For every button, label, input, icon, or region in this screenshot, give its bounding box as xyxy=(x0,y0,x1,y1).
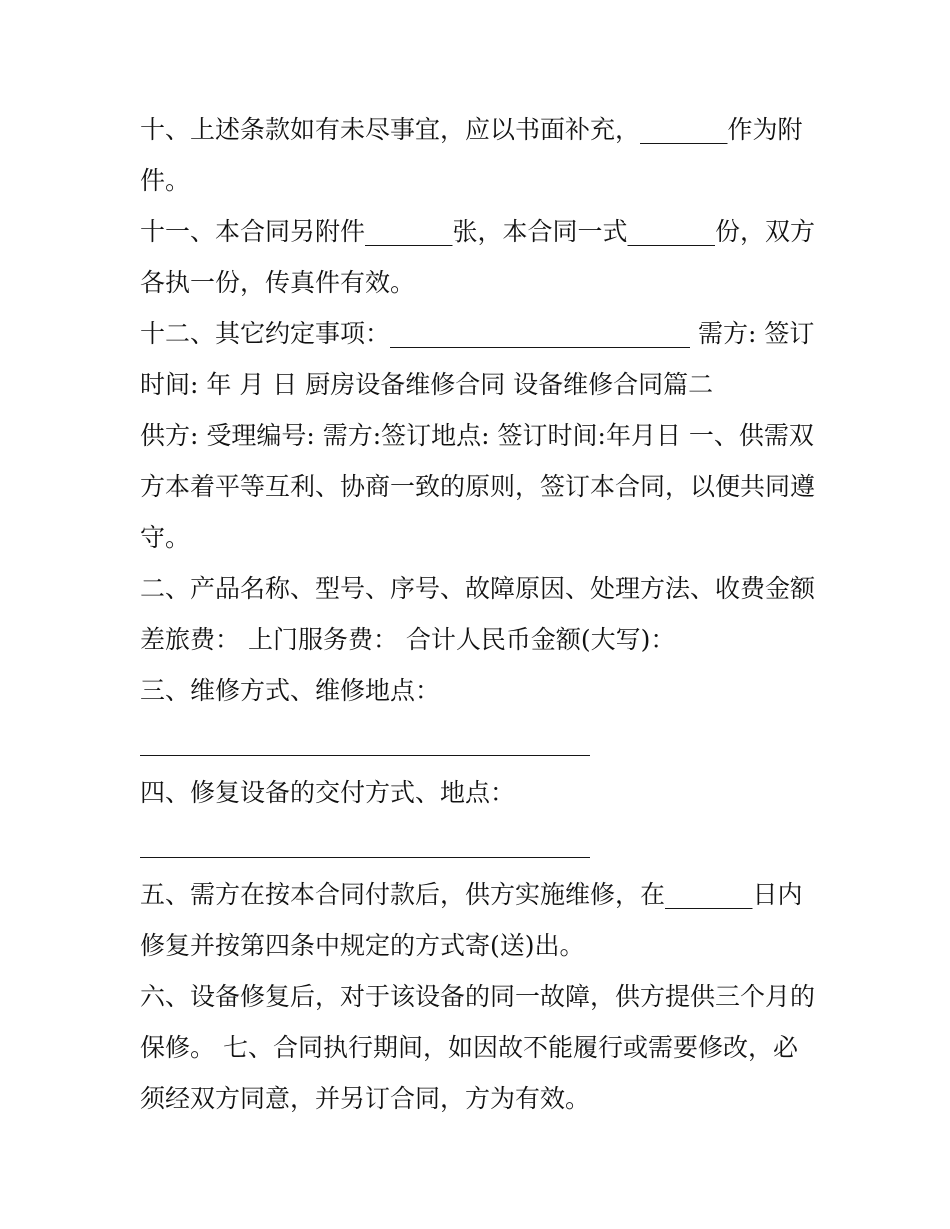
text-line: 五、需方在按本合同付款后，供方实施维修，在_______日内 xyxy=(140,880,803,909)
text-line: 十、上述条款如有未尽事宜，应以书面补充，_______作为附 xyxy=(140,115,803,144)
blank-line: ____________________________________ xyxy=(140,829,590,858)
contract-text xyxy=(140,104,820,1124)
text-line: 各执一份，传真件有效。 xyxy=(140,268,416,297)
text-line: 须经双方同意，并另订合同，方为有效。 xyxy=(140,1084,591,1113)
text-line: 保修。 七、合同执行期间，如因故不能履行或需要修改，必 xyxy=(140,1033,798,1062)
text-line: 差旅费： 上门服务费： 合计人民币金额(大写)： xyxy=(140,625,676,654)
blank-line: ____________________________________ xyxy=(140,727,590,756)
text-line: 守。 xyxy=(140,523,191,552)
text-line: 供方: 受理编号: 需方:签订地点: 签订时间:年月日 一、供需双 xyxy=(140,421,814,450)
text-line: 十二、其它约定事项：________________________ 需方: 签订 xyxy=(140,319,815,348)
text-line: 二、产品名称、型号、序号、故障原因、处理方法、收费金额 xyxy=(140,574,816,603)
text-line: 件。 xyxy=(140,166,191,195)
text-line: 修复并按第四条中规定的方式寄(送)出。 xyxy=(140,931,585,960)
text-line: 六、设备修复后，对于该设备的同一故障，供方提供三个月的 xyxy=(140,982,816,1011)
text-line: 三、维修方式、维修地点： xyxy=(140,676,441,705)
text-line: 十一、本合同另附件_______张，本合同一式_______份，双方 xyxy=(140,217,816,246)
text-line: 四、修复设备的交付方式、地点： xyxy=(140,778,516,807)
text-line: 方本着平等互利、协商一致的原则，签订本合同，以便共同遵 xyxy=(140,472,816,501)
text-line: 时间: 年 月 日 厨房设备维修合同 设备维修合同篇二 xyxy=(140,370,714,399)
